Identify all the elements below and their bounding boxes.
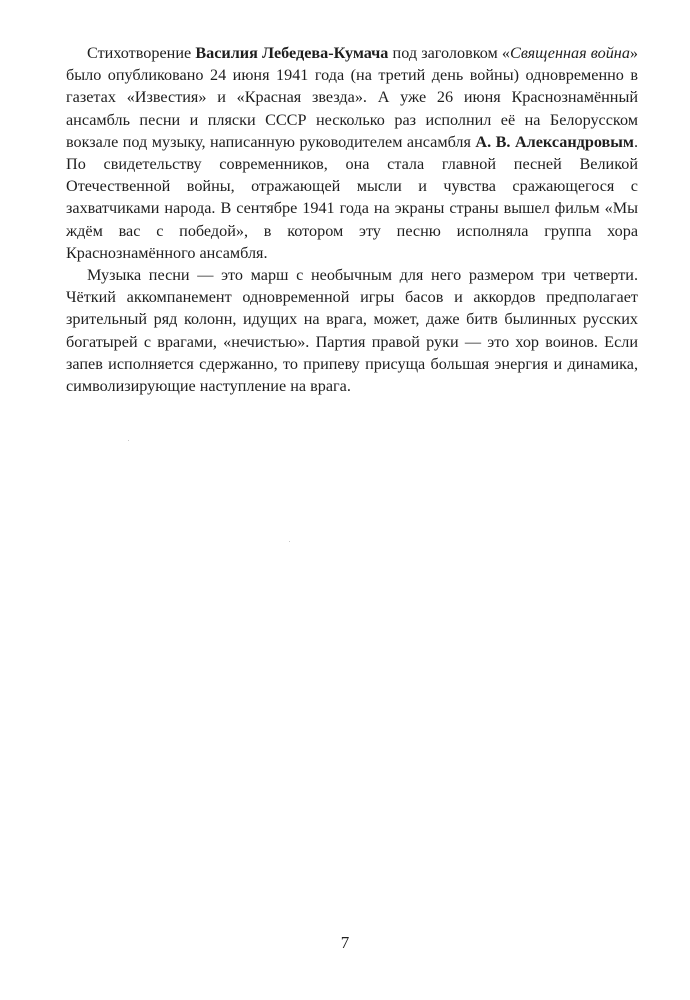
scan-speck: [289, 541, 290, 542]
paragraph-2: [66, 264, 638, 397]
author-name: Василия Лебедева-Кумача: [195, 44, 389, 62]
page-number: 7: [340, 933, 350, 952]
paragraph-1-text-d: . По свидетельству современников, она стала главной песней Великой Отечественной войны, отражающей мысли и чувства сражающегося с захватчиками народа. В сентябре 1941 года на экраны страны вышел фильм «Мы ждём вас с победой», в котором эту песню исполняла группа хора Краснознамённого ансамбля.: [66, 132, 638, 262]
song-title: Священная война: [510, 44, 630, 62]
body-text: [66, 42, 638, 397]
paragraph-1-text-b: под заголовком «: [388, 44, 511, 62]
paragraph-2-text: Музыка песни — это марш с необычным для него размером три четверти. Чёткий аккомпанемент одновременной игры басов и аккордов предполагает зрительный ряд колонн, идущих на врага, может, даже битв былинных русских богатырей с врагами, «нечистью». Партия правой руки — это хор воинов. Если запев исполняется сдержанно, то припеву присуща большая энергия и динамика, символизирующие наступление на врага.: [66, 266, 638, 396]
scan-speck: [128, 440, 129, 441]
composer-name: А. В. Александровым: [475, 132, 634, 151]
paragraph-1-text-a: Стихотворение: [87, 44, 196, 62]
paragraph-1-text-c: » было опубликовано 24 июня 1941 года (на третий день войны) одновременно в газетах «Известия» и «Красная звезда». А уже 26 июня Краснознамённый ансамбль песни и пляски СССР несколько раз исполнил её на Белорусском вокзале под музыку, написанную руководителем ансамбля: [66, 44, 639, 151]
paragraph-1: [66, 42, 638, 264]
